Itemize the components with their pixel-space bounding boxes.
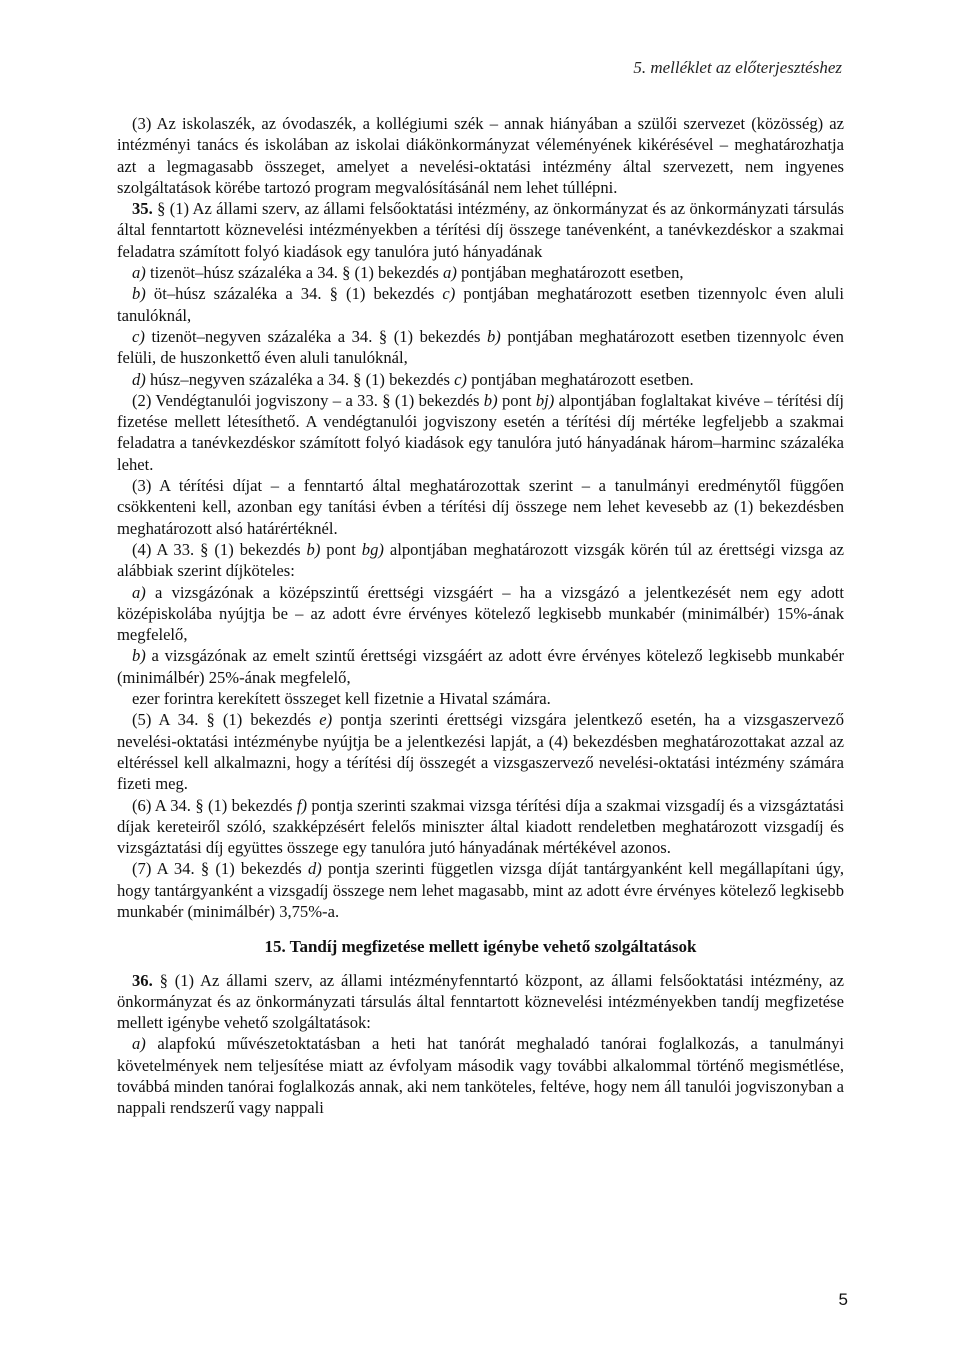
section-number: 35. bbox=[132, 199, 153, 219]
closing-sentence: ezer forintra kerekített összeget kell fizetnie a Hivatal számára. bbox=[132, 689, 551, 709]
list-item-b: b) öt–húsz százaléka a 34. § (1) bekezdés c) pontjában meghatározott esetben tizennyolc éven aluli tanulóknál, bbox=[117, 284, 844, 325]
paragraph-4-exam-fee: (4) A 33. § (1) bekezdés b) pont bg) alpontjában meghatározott vizsgák körén túl az érettségi vizsga az alábbiak szerint díjköteles: bbox=[117, 539, 844, 581]
document-body bbox=[117, 113, 844, 1119]
list-item-d: d) húsz–negyven százaléka a 34. § (1) bekezdés c) pontjában meghatározott esetben. bbox=[132, 369, 694, 389]
section-36-para-1: 36. § (1) Az állami szerv, az állami intézményfenntartó központ, az állami felsőoktatási intézmény, az önkormányzat és az önkormányzati társulás által fenntartott köznevelési intézményekben tandíj megfizetése mellett igénybe vehető szolgáltatások: bbox=[117, 970, 844, 1033]
paragraph-6: (6) A 34. § (1) bekezdés f) pontja szerinti szakmai vizsga térítési díja a szakmai vizsgadíj és a vizsgáztatási díjak kereteiről szóló, szakképzésért felelős miniszter által kiadott rendeletben meghatározott vizsgadíj és vizsgáztatási díj együttes összege egy tanulóra jutó hányadának mértékével azonos. bbox=[117, 795, 844, 858]
attachment-header: 5. melléklet az előterjesztéshez bbox=[633, 58, 842, 77]
section-number: 36. bbox=[132, 970, 153, 990]
section-heading: 15. Tandíj megfizetése mellett igénybe vehető szolgáltatások bbox=[264, 937, 697, 957]
paragraph-2-guest-student: (2) Vendégtanulói jogviszony – a 33. § (1) bekezdés b) pont bj) alpontjában foglaltakat kivéve – térítési díj fizetése mellett létesíthető. A vendégtanulói jogviszony esetén a térítési díj mértéke legfeljebb a szakmai feladatra a tanévkezdéskor számított folyó kiadások egy tanulóra jutó hányadának három–harminc százaléka lehet. bbox=[117, 390, 844, 474]
paragraph-7: (7) A 34. § (1) bekezdés d) pontja szerinti független vizsga díját tantárgyanként kell megállapítani úgy, hogy tantárgyanként a vizsgadíj összege nem lehet magasabb, mint az adott évre érvényes kötelező legkisebb munkabér (minimálbér) 3,75%-a. bbox=[117, 859, 845, 921]
list-item-a: a) alapfokú művészetoktatásban a heti hat tanórát meghaladó tanórai foglalkozás, a tanulmányi követelmények nem teljesítése miatt az évfolyam második vagy további alkalommal történő megismétlése, továbbá minden tanórai foglalkozás annak, aki nem tanköteles, feltéve, hogy nem áll tanulói jogviszonyban a nappali rendszerű vagy nappali bbox=[117, 1034, 844, 1118]
section-35-para-1: 35. § (1) Az állami szerv, az állami felsőoktatási intézmény, az önkormányzat és az önkormányzati társulás által fenntartott köznevelési intézményekben a térítési díj összege tanévenként, a tanévkezdéskor a szakmai feladatra számított folyó kiadások egy tanulóra jutó hányadának bbox=[117, 199, 844, 261]
list-item-a: a) a vizsgázónak a középszintű érettségi vizsgáért – ha a vizsgázó a jelentkezését nem egy adott középiskolába nyújtja be – az adott évre érvényes kötelező legkisebb munkabér (minimálbér) 15%-ának megfelelő, bbox=[117, 582, 844, 645]
list-item-c: c) tizenöt–negyven százaléka a 34. § (1) bekezdés b) pontjában meghatározott esetben tizennyolc éven felüli, de huszonkettő éven aluli tanulóknál, bbox=[117, 326, 844, 368]
page-number: 5 bbox=[838, 1290, 848, 1309]
list-item-a: a) tizenöt–húsz százaléka a 34. § (1) bekezdés a) pontjában meghatározott esetben, bbox=[132, 263, 684, 283]
paragraph-3-school-board: (3) Az iskolaszék, az óvodaszék, a kollégiumi szék – annak hiányában a szülői szervezet (közösség) az intézményi tanács és iskolában az iskolai diákönkormányzat véleményének kikérésével – meghatározhatja azt a legmagasabb összeget, amelyet a nevelési-oktatási intézmény által szervezett, nem ingyenes szolgáltatások körébe tartozó program megvalósításánál nem lehet túllépni. bbox=[117, 114, 844, 197]
list-item-b: b) a vizsgázónak az emelt szintű érettségi vizsgáért az adott évre érvényes kötelező legkisebb munkabér (minimálbér) 25%-ának megfelelő, bbox=[117, 646, 844, 687]
paragraph-3-fee-reduction: (3) A térítési díjat – a fenntartó által meghatározottak szerint – a tanulmányi eredménytől függően csökkenteni kell, azonban egy tanítási évben a térítési díj összege nem lehet kevesebb az (1) bekezdésben meghatározott alsó határértéknél. bbox=[117, 476, 844, 538]
paragraph-5: (5) A 34. § (1) bekezdés e) pontja szerinti érettségi vizsgára jelentkező esetén, ha a vizsgaszervező nevelési-oktatási intézménybe nyújtja be a jelentkezési lapját, a (4) bekezdésben meghatározottakat azzal az eltéréssel kell alkalmazni, hogy a térítési díj összegét a vizsgaszervező nevelési-oktatási intézmény számára fizeti meg. bbox=[117, 710, 844, 794]
